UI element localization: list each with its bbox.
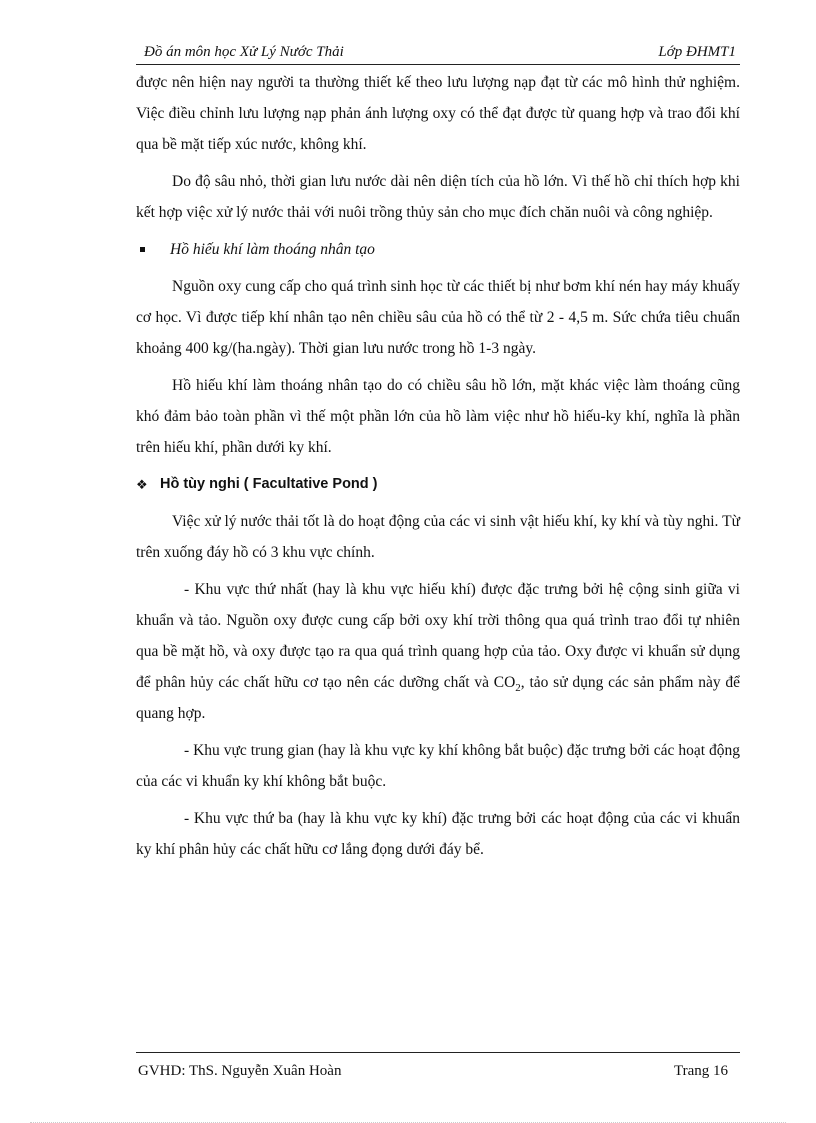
paragraph [136, 574, 740, 729]
diamond-bullet-icon: ❖ [136, 477, 148, 492]
section-heading-text: Hồ tùy nghi ( Facultative Pond ) [160, 476, 378, 492]
paragraph: Nguồn oxy cung cấp cho quá trình sinh học từ các thiết bị như bơm khí nén hay máy khuấy cơ học. Vì được tiếp khí nhân tạo nên chiều sâu của hồ có thể từ 2 - 4,5 m. Sức chứa tiêu chuẩn khoảng 400 kg/(ha.ngày). Thời gian lưu nước trong hồ 1-3 ngày. [136, 278, 740, 357]
square-bullet-icon [140, 247, 145, 252]
page [136, 38, 740, 871]
paragraph-text: , tảo sử dụng các sản phẩm này để quang hợp. [136, 674, 740, 722]
page-footer [136, 1052, 740, 1079]
bullet-heading-text: Hồ hiếu khí làm thoáng nhân tạo [170, 241, 375, 258]
document-body [136, 67, 740, 865]
paragraph: - Khu vực thứ ba (hay là khu vực ky khí) đặc trưng bởi các hoạt động của các vi khuẩn ky khí phân hủy các chất hữu cơ lắng đọng dưới đáy bể. [136, 810, 740, 858]
section-heading [136, 469, 740, 500]
header-class: Lớp ĐHMT1 [658, 44, 736, 60]
page-number: Trang 16 [673, 1063, 728, 1079]
paragraph: được nên hiện nay người ta thường thiết kế theo lưu lượng nạp đạt từ các mô hình thử nghiệm. Việc điều chỉnh lưu lượng nạp phản ánh lượng oxy có thể đạt được từ quang hợp và trao đổi khí qua bề mặt tiếp xúc nước, không khí. [136, 74, 740, 153]
header-title: Đồ án môn học Xử Lý Nước Thải [144, 44, 344, 60]
bullet-heading [136, 234, 740, 265]
paragraph: Việc xử lý nước thải tốt là do hoạt động của các vi sinh vật hiếu khí, ky khí và tùy nghi. Từ trên xuống đáy hồ có 3 khu vực chính. [136, 513, 740, 561]
paragraph: - Khu vực trung gian (hay là khu vực ky khí không bắt buộc) đặc trưng bởi các hoạt động của các vi khuẩn ky khí không bắt buộc. [136, 742, 740, 790]
paragraph: Do độ sâu nhỏ, thời gian lưu nước dài nên diện tích của hồ lớn. Vì thế hồ chỉ thích hợp khi kết hợp việc xử lý nước thải với nuôi trồng thủy sản cho mục đích chăn nuôi và công nghiệp. [136, 173, 740, 221]
page-header [136, 38, 740, 65]
paragraph: Hồ hiếu khí làm thoáng nhân tạo do có chiều sâu hồ lớn, mặt khác việc làm thoáng cũng khó đảm bảo toàn phần vì thế một phần lớn của hồ làm việc như hồ hiếu-ky khí, nghĩa là phần trên hiếu khí, phần dưới ky khí. [136, 377, 740, 456]
footer-advisor: GVHD: ThS. Nguyễn Xuân Hoàn [138, 1063, 342, 1079]
paragraph-text: - Khu vực thứ nhất (hay là khu vực hiếu khí) được đặc trưng bởi hệ cộng sinh giữa vi khuẩn và tảo. Nguồn oxy được cung cấp bởi oxy khí trời thông qua quá trình trao đổi tự nhiên qua bề mặt hồ, và oxy được tạo ra qua quá trình quang hợp của tảo. Oxy được vi khuẩn sử dụng để phân hủy các chất hữu cơ tạo nên các dưỡng chất và CO [136, 581, 740, 691]
subscript: 2 [515, 682, 521, 695]
